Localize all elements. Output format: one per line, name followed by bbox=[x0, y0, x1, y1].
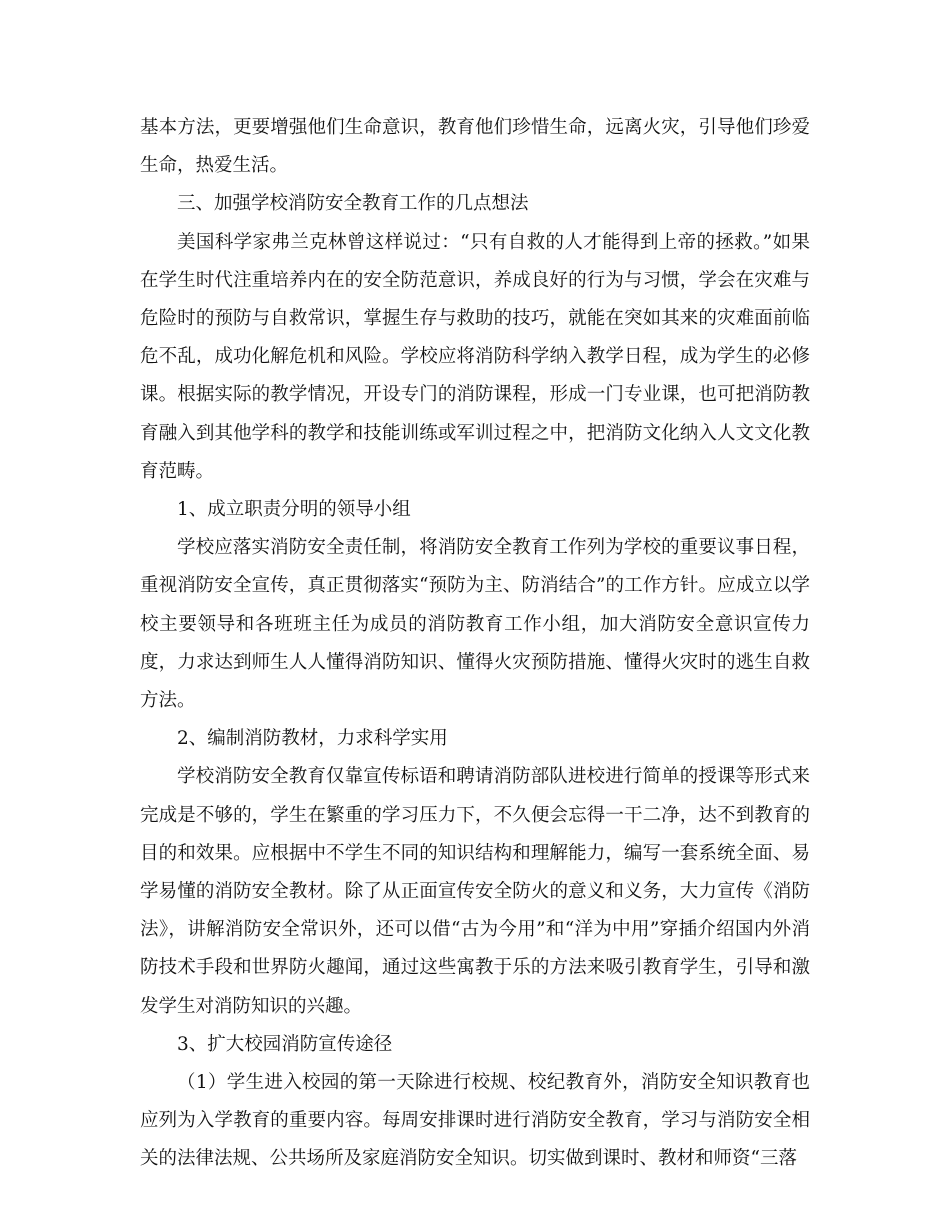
paragraph-responsibility-system: 学校应落实消防安全责任制，将消防安全教育工作列为学校的重要议事日程，重视消防安全宣传，真正贯彻落实“预防为主、防消结合”的工作方针。应成立以学校主要领导和各班班主任为成员的消防教育工作小组，加大消防安全意识宣传力度，力求达到师生人人懂得消防知识、懂得火灾预防措施、懂得火灾时的逃生自救方法。 bbox=[140, 537, 810, 712]
paragraph-continuation: 基本方法，更要增强他们生命意识，教育他们珍惜生命，远离火灾，引导他们珍爱生命，热爱生活。 bbox=[140, 117, 810, 177]
paragraph-textbook-content: 学校消防安全教育仅靠宣传标语和聘请消防部队进校进行简单的授课等形式来完成是不够的，学生在繁重的学习压力下，不久便会忘得一干二净，达不到教育的目的和效果。应根据中不学生不同的知识结构和理解能力，编写一套系统全面、易学易懂的消防安全教材。除了从正面宣传安全防火的意义和义务，大力宣传《消防法》，讲解消防安全常识外，还可以借“古为今用”和“洋为中用”穿插介绍国内外消防技术手段和世界防火趣闻，通过这些寓教于乐的方法来吸引教育学生，引导和激发学生对消防知识的兴趣。 bbox=[140, 766, 810, 1017]
sub-heading-fire-textbook: 2、编制消防教材，力求科学实用 bbox=[177, 728, 448, 750]
paragraph-enrollment-education: （1）学生进入校园的第一天除进行校规、校纪教育外，消防安全知识教育也应列为入学教育的重要内容。每周安排课时进行消防安全教育，学习与消防安全相关的法律法规、公共场所及家庭消防安全知识。切实做到课时、教材和师资“三落 bbox=[140, 1072, 810, 1170]
section-heading-three: 三、加强学校消防安全教育工作的几点想法 bbox=[177, 193, 529, 215]
paragraph-franklin-quote: 美国科学家弗兰克林曾这样说过：“只有自救的人才能得到上帝的拯救。”如果在学生时代注重培养内在的安全防范意识，养成良好的行为与习惯，学会在灾难与危险时的预防与自救常识，掌握生存与救助的技巧，就能在突如其来的灾难面前临危不乱，成功化解危机和风险。学校应将消防科学纳入教学日程，成为学生的必修课。根据实际的教学情况，开设专门的消防课程，形成一门专业课，也可把消防教育融入到其他学科的教学和技能训练或军训过程之中，把消防文化纳入人文文化教育范畴。 bbox=[140, 231, 810, 482]
document-body bbox=[140, 109, 810, 1179]
sub-heading-campus-publicity: 3、扩大校园消防宣传途径 bbox=[177, 1033, 393, 1055]
sub-heading-leadership-group: 1、成立职责分明的领导小组 bbox=[177, 499, 411, 521]
